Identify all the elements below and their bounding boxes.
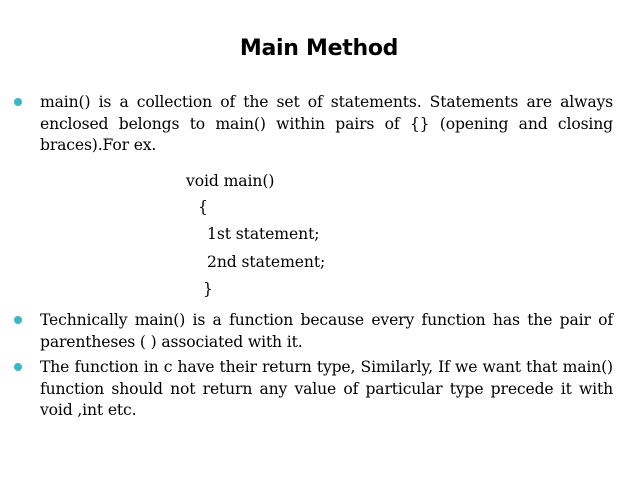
- code-signature: void main(): [186, 172, 275, 190]
- bullet-dot-icon: [14, 363, 22, 371]
- code-open-brace: {: [198, 198, 208, 216]
- code-close-brace: }: [203, 280, 213, 298]
- bullet-dot-icon: [14, 98, 22, 106]
- slide-title: Main Method: [239, 36, 399, 61]
- bullet-dot-icon: [14, 316, 22, 324]
- bullet-text-2: Technically main() is a function because every function has the pair of parentheses ( ) associated with it.: [40, 311, 613, 351]
- bullet-text-3: The function in c have their return type, Similarly, If we want that main() function should not return any value of particular type precede it with void ,int etc.: [40, 358, 613, 419]
- code-statement-2: 2nd statement;: [207, 253, 326, 271]
- bullet-text-1: main() is a collection of the set of statements. Statements are always enclosed belongs to main() within pairs of {} (opening and closing braces).For ex.: [40, 93, 613, 154]
- code-statement-1: 1st statement;: [207, 225, 320, 243]
